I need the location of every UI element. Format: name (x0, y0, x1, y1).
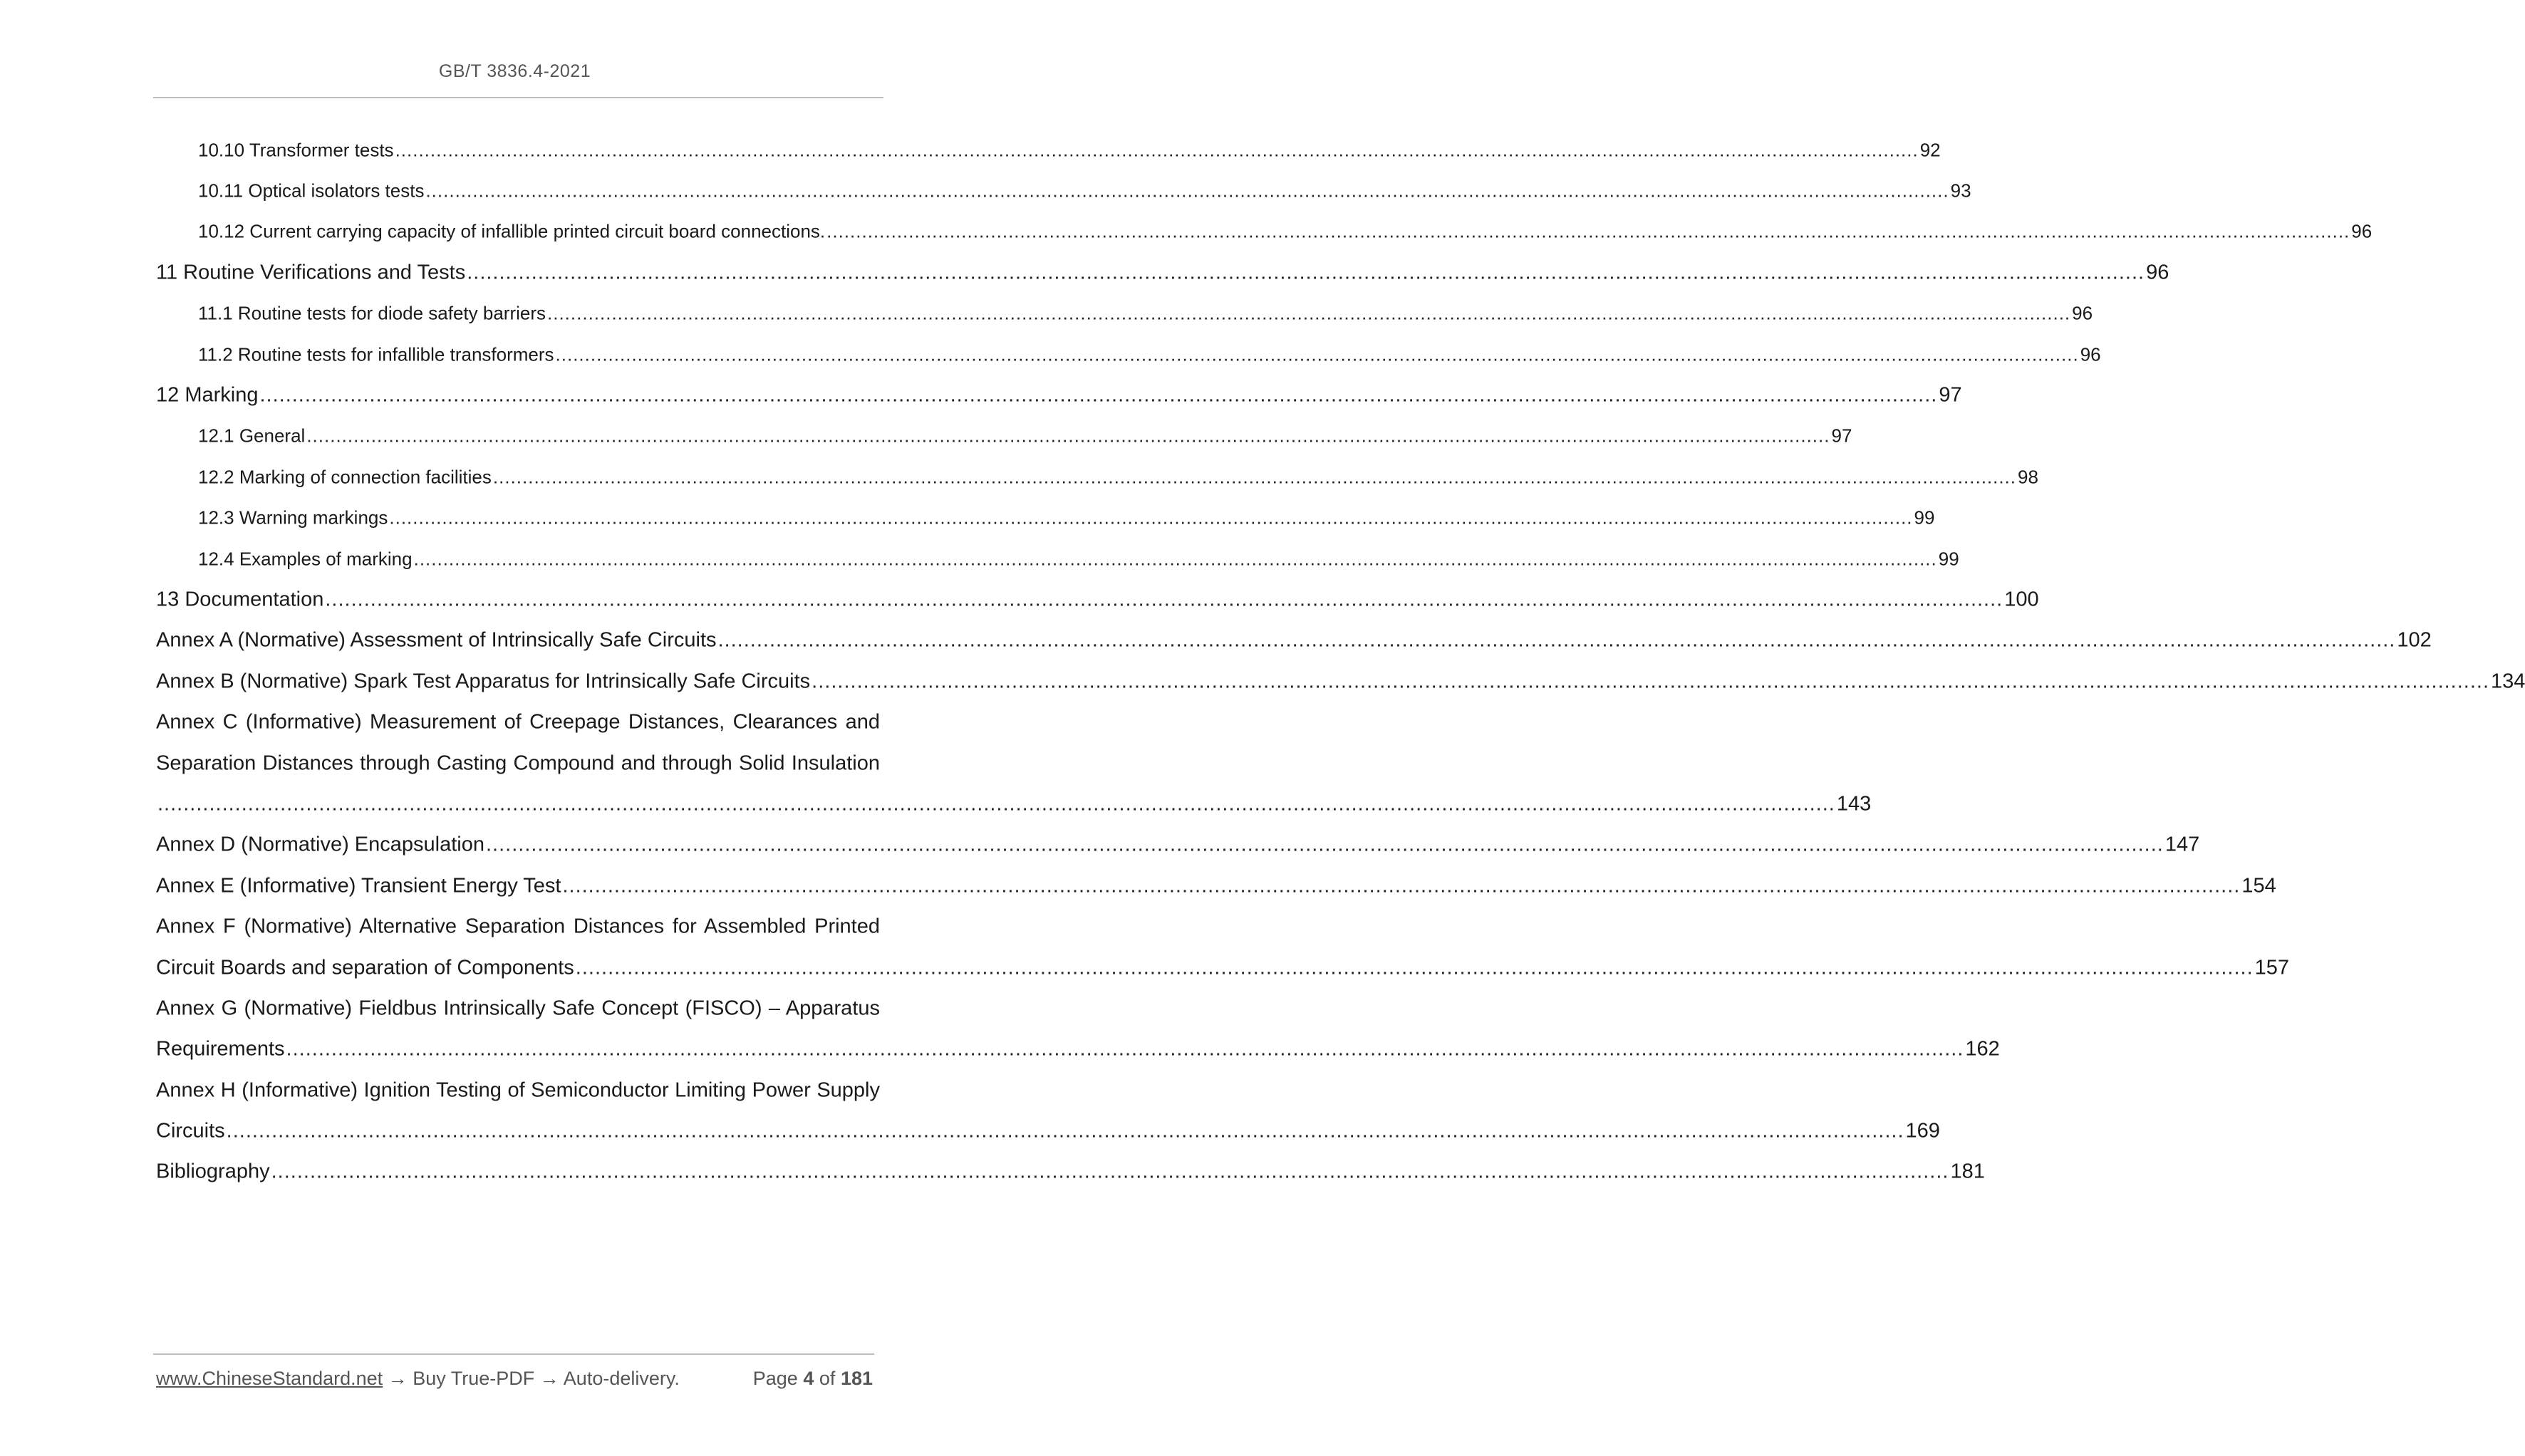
toc-entry[interactable] (156, 170, 1971, 211)
toc-entry-title: Annex A (Normative) Assessment of Intrinsically Safe Circuits (156, 628, 717, 652)
toc-leader-dots: .................................................................................................................................................................................................................................................................... (485, 833, 2164, 856)
toc-entry-page: 98 (2018, 466, 2038, 488)
toc-entry-title: Annex F (Normative) Alternative Separation Distances for Assembled Printed (156, 915, 880, 938)
toc-entry-title: 11 Routine Verifications and Tests (156, 261, 466, 284)
toc-entry-page: 96 (2072, 302, 2093, 324)
toc-entry-page: 100 (2004, 588, 2039, 611)
toc-entry-title: 13 Documentation (156, 588, 324, 611)
toc-entry[interactable] (156, 661, 2525, 702)
toc-entry-page: 93 (1950, 180, 1971, 202)
toc-entry-title: Annex C (Informative) Measurement of Creepage Distances, Clearances and (156, 710, 880, 734)
toc-entry[interactable] (156, 130, 1941, 170)
toc-entry[interactable] (156, 334, 2101, 375)
toc-leader-dots: .................................................................................................................................................................................................................................................................... (271, 1160, 1949, 1183)
toc-entry-title: Annex G (Normative) Fieldbus Intrinsically Safe Concept (FISCO) – Apparatus (156, 997, 880, 1020)
toc-entry[interactable] (156, 865, 2276, 906)
toc-entry-title: Annex B (Normative) Spark Test Apparatus for Intrinsically Safe Circuits (156, 670, 811, 693)
page-footer (156, 1368, 873, 1396)
toc-entry[interactable] (156, 457, 2038, 497)
toc-entry[interactable] (156, 498, 1935, 539)
toc-entry[interactable] (156, 702, 880, 742)
toc-entry-title: 12 Marking (156, 383, 259, 407)
toc-entry-page: 157 (2254, 956, 2290, 979)
toc-leader-dots: .................................................................................................................................................................................................................................................................... (547, 302, 2071, 324)
toc-entry-continuation[interactable] (156, 784, 1872, 824)
toc-entry-title: 10.12 Current carrying capacity of infallible printed circuit board connections. (198, 220, 826, 242)
toc-entry-page: 162 (1965, 1037, 2000, 1061)
toc-entry-page: 97 (1939, 383, 1962, 407)
toc-entry[interactable] (156, 252, 2169, 293)
toc-leader-dots: .................................................................................................................................................................................................................................................................... (717, 628, 2396, 652)
toc-leader-dots: .................................................................................................................................................................................................................................................................... (467, 261, 2145, 284)
toc-entry[interactable] (156, 293, 2093, 334)
toc-entry-title: Separation Distances through Casting Compound and through Solid Insulation (156, 752, 880, 775)
toc-entry[interactable] (156, 988, 880, 1029)
toc-entry-page: 134 (2491, 670, 2525, 693)
toc-entry-page: 99 (1914, 506, 1935, 529)
toc-entry[interactable] (156, 539, 1959, 579)
toc-leader-dots: .................................................................................................................................................................................................................................................................... (306, 425, 1830, 447)
toc-leader-dots: .................................................................................................................................................................................................................................................................... (812, 670, 2490, 693)
auto-delivery-text: Auto-delivery. (563, 1368, 680, 1389)
toc-entry-page: 102 (2397, 628, 2432, 652)
toc-entry-title: Circuit Boards and separation of Components (156, 956, 574, 979)
toc-entry-title: 12.1 General (198, 425, 306, 447)
toc-leader-dots: .................................................................................................................................................................................................................................................................... (492, 466, 2017, 488)
toc-leader-dots: .................................................................................................................................................................................................................................................................... (562, 874, 2241, 898)
toc-leader-dots: .................................................................................................................................................................................................................................................................... (259, 383, 1938, 407)
toc-entry-page: 96 (2080, 343, 2101, 365)
buy-true-pdf-link[interactable]: Buy True-PDF (413, 1368, 535, 1389)
toc-entry[interactable] (156, 579, 2039, 620)
toc-entry-page: 96 (2351, 220, 2373, 242)
toc-entry[interactable] (156, 375, 1962, 415)
header-divider (153, 97, 883, 98)
toc-entry-title: Requirements (156, 1037, 285, 1061)
page-word: Page (752, 1368, 798, 1389)
page-indicator (753, 1368, 873, 1390)
toc-entry-title: Circuits (156, 1119, 225, 1143)
toc-entry[interactable] (156, 620, 2432, 661)
table-of-contents (156, 130, 2525, 1192)
toc-entry-page: 143 (1836, 792, 1872, 816)
toc-entry-page: 99 (1938, 548, 1959, 570)
toc-entry-page: 154 (2241, 874, 2276, 898)
toc-entry-title: 11.1 Routine tests for diode safety barriers (198, 302, 546, 324)
toc-entry-title: 10.11 Optical isolators tests (198, 180, 425, 202)
toc-leader-dots: .................................................................................................................................................................................................................................................................... (575, 956, 2254, 979)
toc-entry-page: 169 (1905, 1119, 1940, 1143)
toc-leader-dots: .................................................................................................................................................................................................................................................................... (157, 792, 1835, 816)
toc-entry-title: 12.2 Marking of connection facilities (198, 466, 492, 488)
total-pages-number: 181 (840, 1368, 873, 1389)
toc-leader-dots: .................................................................................................................................................................................................................................................................... (226, 1119, 1904, 1143)
toc-leader-dots: .................................................................................................................................................................................................................................................................... (826, 220, 2350, 242)
toc-entry-title: 10.10 Transformer tests (198, 139, 394, 161)
toc-entry[interactable] (156, 1070, 880, 1111)
toc-entry-continuation[interactable] (156, 947, 2290, 988)
toc-entry-title: Bibliography (156, 1160, 270, 1183)
toc-leader-dots: .................................................................................................................................................................................................................................................................... (286, 1037, 1964, 1061)
toc-entry-title: 12.4 Examples of marking (198, 548, 413, 570)
toc-leader-dots: .................................................................................................................................................................................................................................................................... (325, 588, 2003, 611)
toc-entry-page: 92 (1919, 139, 1941, 161)
toc-entry-continuation[interactable] (156, 1029, 2000, 1070)
toc-leader-dots: .................................................................................................................................................................................................................................................................... (389, 506, 1913, 529)
toc-entry-continuation[interactable] (156, 743, 880, 784)
arrow-right-icon: → (539, 1368, 559, 1389)
toc-leader-dots: .................................................................................................................................................................................................................................................................... (555, 343, 2079, 365)
of-word: of (819, 1368, 836, 1389)
toc-entry-continuation[interactable] (156, 1111, 1940, 1151)
current-page-number: 4 (803, 1368, 814, 1389)
toc-entry-page: 147 (2164, 833, 2200, 856)
toc-entry[interactable] (156, 212, 2373, 252)
website-link[interactable]: www.ChineseStandard.net (156, 1368, 383, 1389)
toc-entry[interactable] (156, 906, 880, 947)
toc-entry-page: 97 (1831, 425, 1852, 447)
page-header-title: GB/T 3836.4-2021 (438, 61, 591, 81)
toc-entry-title: Annex H (Informative) Ignition Testing of Semiconductor Limiting Power Supply (156, 1078, 880, 1102)
toc-entry[interactable] (156, 416, 1852, 457)
toc-entry[interactable] (156, 825, 2200, 865)
toc-entry-title: 12.3 Warning markings (198, 506, 388, 529)
toc-leader-dots: .................................................................................................................................................................................................................................................................... (425, 180, 1949, 202)
toc-entry-page: 181 (1950, 1160, 1985, 1183)
footer-divider (153, 1353, 874, 1355)
toc-leader-dots: .................................................................................................................................................................................................................................................................... (413, 548, 1937, 570)
toc-entry-title: Annex D (Normative) Encapsulation (156, 833, 484, 856)
toc-entry[interactable] (156, 1152, 1985, 1192)
toc-entry-page: 96 (2146, 261, 2169, 284)
toc-entry-title: Annex E (Informative) Transient Energy Test (156, 874, 561, 898)
toc-leader-dots: .................................................................................................................................................................................................................................................................... (395, 139, 1919, 161)
arrow-right-icon: → (388, 1368, 408, 1389)
toc-entry-title: 11.2 Routine tests for infallible transformers (198, 343, 554, 365)
